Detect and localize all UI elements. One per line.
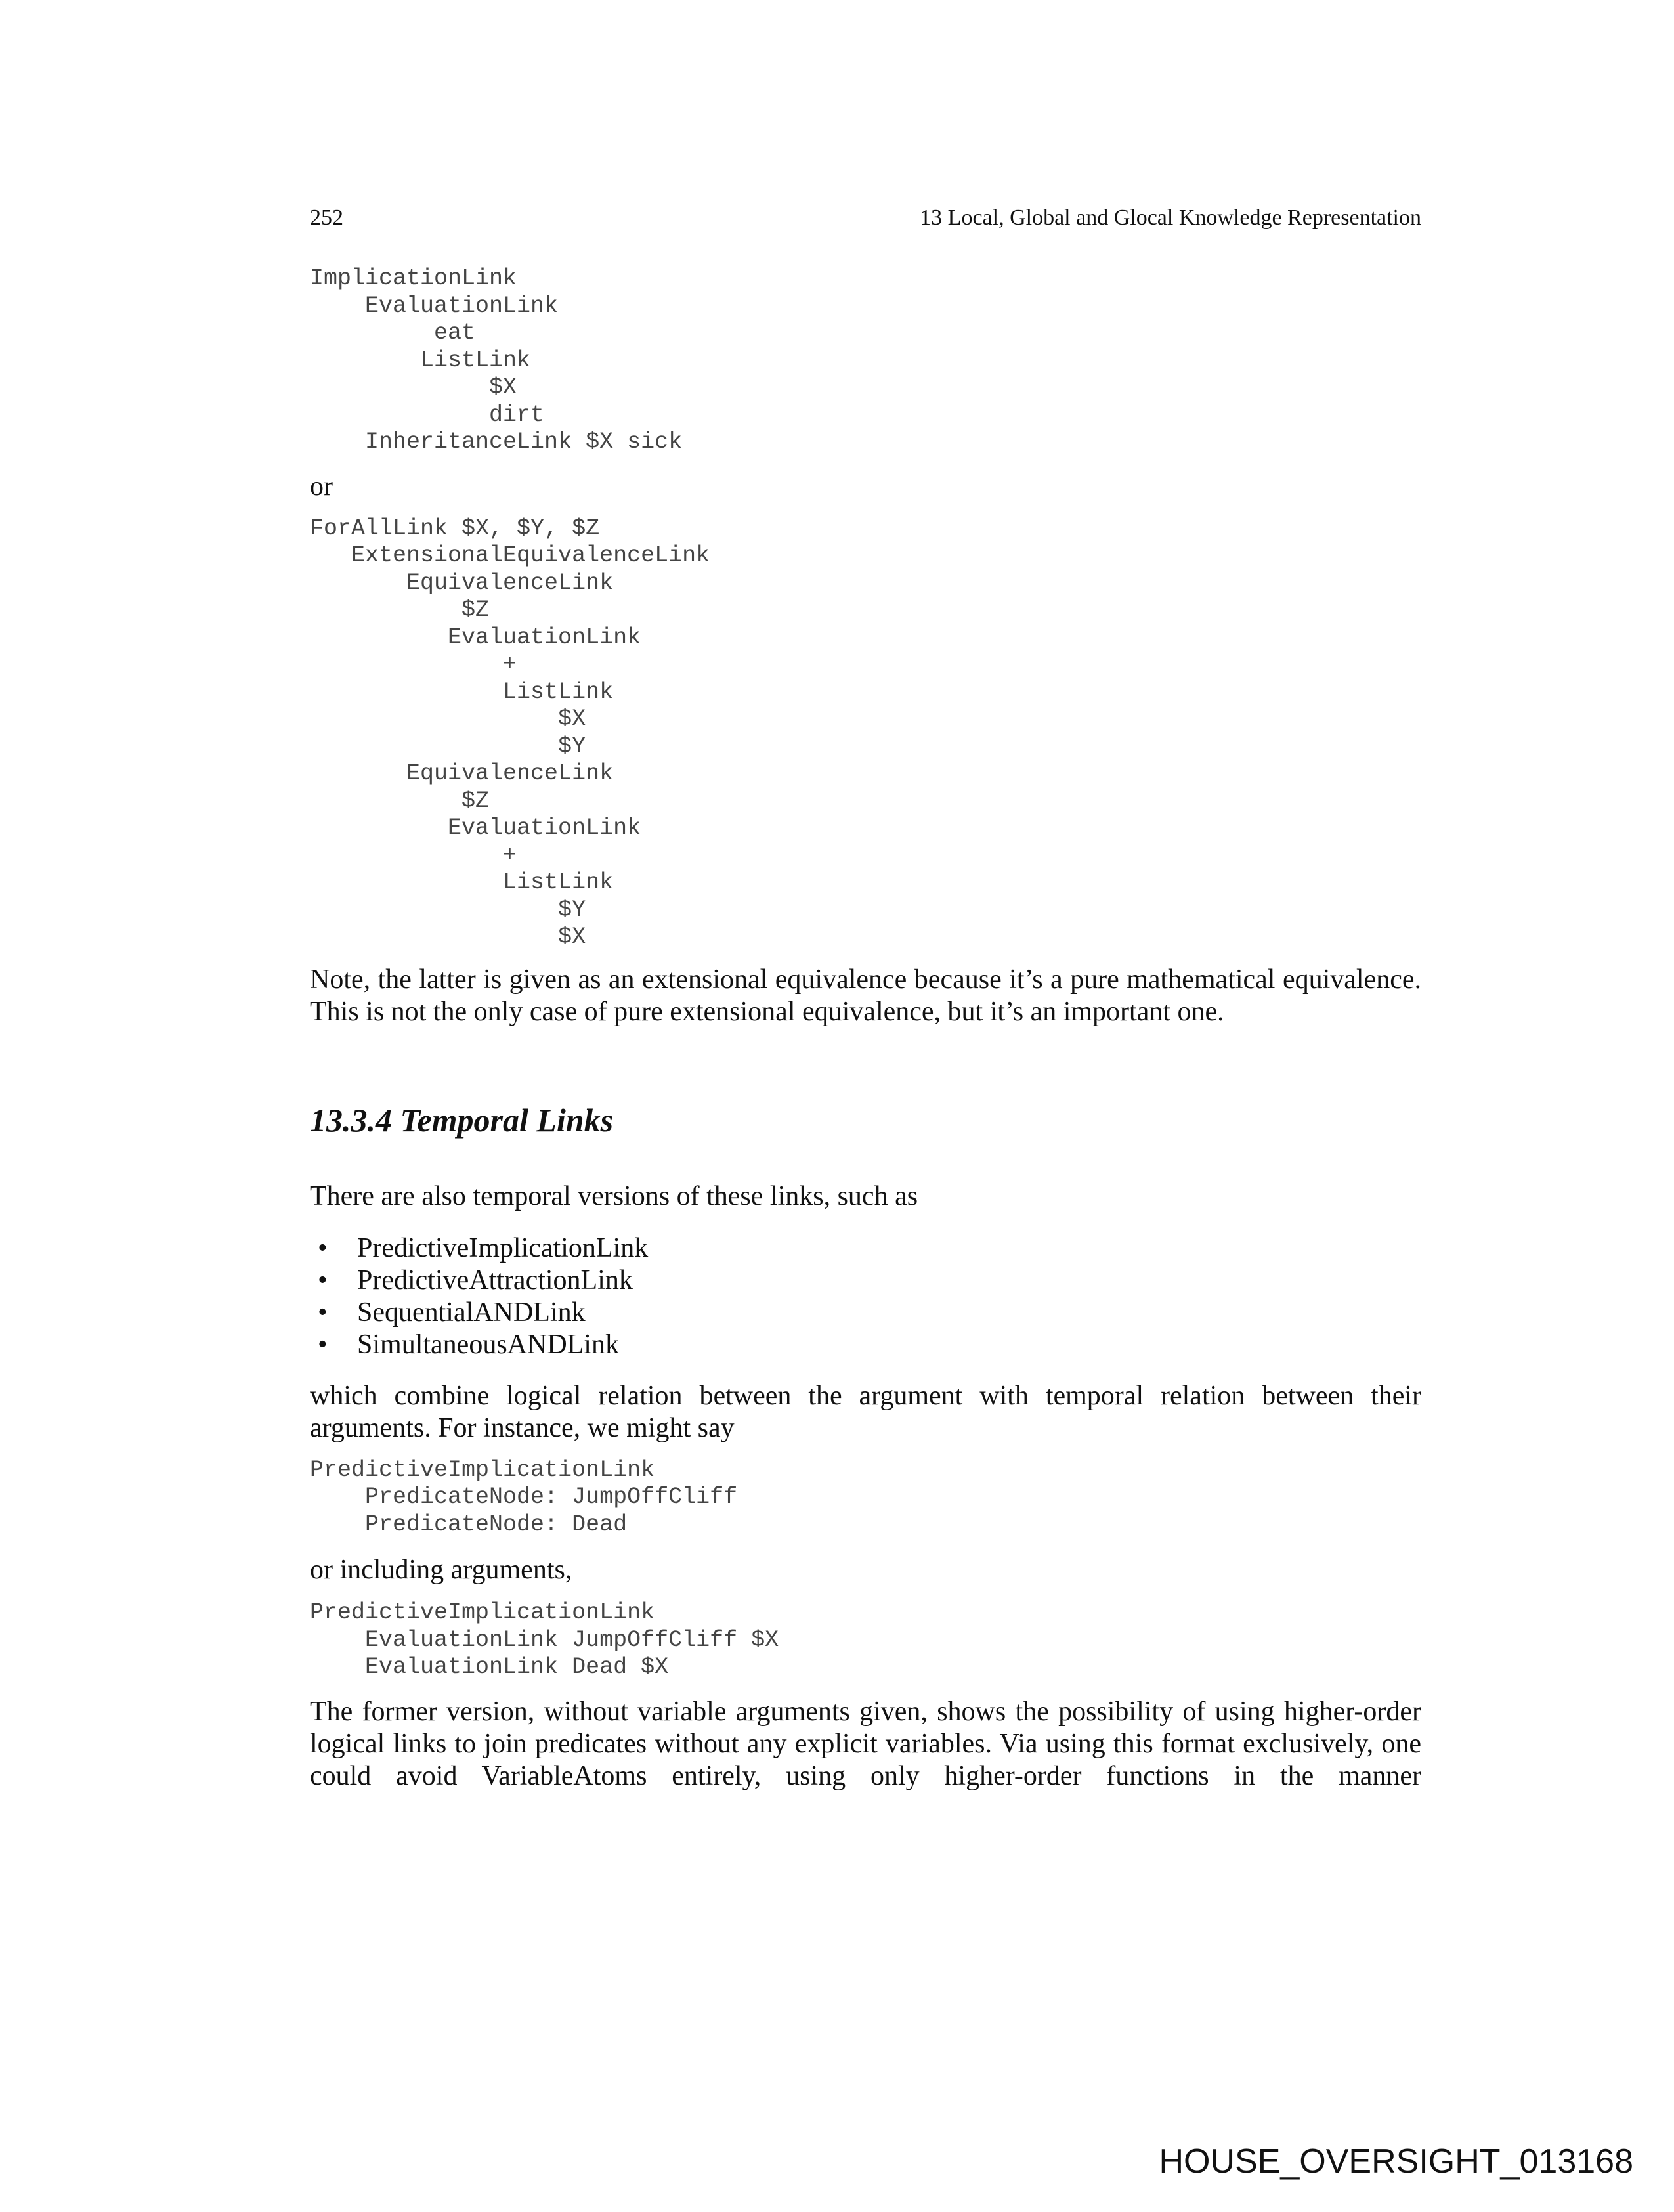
code-line: $X (310, 924, 586, 950)
code-line: + (310, 651, 517, 678)
code-line: $Z (310, 787, 490, 814)
list-item (310, 1297, 1421, 1329)
code-line: + (310, 842, 517, 869)
code-block-implication (310, 265, 1421, 456)
code-line: EquivalenceLink (310, 760, 614, 787)
list-item-label: PredictiveImplicationLink (357, 1232, 649, 1263)
or-including-text: or including arguments, (310, 1555, 572, 1585)
code-line: eat (310, 320, 476, 346)
code-line: EvaluationLink (310, 815, 641, 841)
page-number: 252 (310, 206, 343, 230)
final-paragraph: The former version, without variable arguments given, shows the possibility of using higher-order logical links to join predicates without any explicit variables. Via using this format exclusively, one could avoid VariableAtoms entirely, using only higher-order functions in the manner (310, 1696, 1421, 1791)
code-line: ListLink (310, 678, 614, 705)
code-line: PredicateNode: Dead (310, 1511, 628, 1538)
code-line: $Z (310, 597, 490, 623)
code-line: ListLink (310, 347, 531, 374)
list-item (310, 1329, 1421, 1361)
section-heading: 13.3.4 Temporal Links (310, 1101, 614, 1139)
note-paragraph: Note, the latter is given as an extensional equivalence because it’s a pure mathematical equivalence. This is not the only case of pure extensional equivalence, but it’s an important one. (310, 964, 1421, 1027)
code-line: $X (310, 706, 586, 732)
code-line: EvaluationLink (310, 624, 641, 651)
code-block-forall (310, 515, 1421, 951)
bullet-icon: • (318, 1265, 328, 1295)
or-text: or (310, 471, 333, 502)
code-line: EvaluationLink JumpOffCliff $X (310, 1626, 779, 1653)
code-block-predicate (310, 1457, 1421, 1539)
code-line: EvaluationLink Dead $X (310, 1654, 669, 1680)
list-item-label: SimultaneousANDLink (357, 1329, 619, 1360)
list-item-label: PredictiveAttractionLink (357, 1265, 633, 1295)
code-line: $Y (310, 896, 586, 923)
code-line: PredictiveImplicationLink (310, 1456, 655, 1483)
intro-paragraph: There are also temporal versions of these links, such as (310, 1181, 918, 1211)
code-line: PredictiveImplicationLink (310, 1599, 655, 1626)
bates-stamp: HOUSE_OVERSIGHT_013168 (1159, 2142, 1633, 2180)
code-line: $X (310, 374, 517, 401)
code-line: $Y (310, 733, 586, 760)
code-line: ForAllLink $X, $Y, $Z (310, 515, 600, 542)
code-line: ListLink (310, 869, 614, 896)
chapter-title: 13 Local, Global and Glocal Knowledge Representation (920, 206, 1421, 230)
bullet-icon: • (318, 1329, 328, 1360)
temporal-link-list (310, 1232, 1421, 1361)
code-line: EvaluationLink (310, 292, 559, 319)
bullet-icon: • (318, 1297, 328, 1328)
running-header (310, 205, 1421, 231)
page-content (310, 205, 1421, 1792)
list-item (310, 1232, 1421, 1265)
combine-paragraph: which combine logical relation between the argument with temporal relation between their arguments. For instance, we might say (310, 1380, 1421, 1443)
code-line: InheritanceLink $X sick (310, 429, 683, 455)
list-item (310, 1265, 1421, 1297)
code-line: ImplicationLink (310, 265, 517, 292)
code-line: ExtensionalEquivalenceLink (310, 542, 710, 569)
bullet-icon: • (318, 1232, 328, 1263)
code-block-arguments (310, 1599, 1421, 1681)
code-line: EquivalenceLink (310, 569, 614, 596)
code-line: dirt (310, 401, 545, 428)
code-line: PredicateNode: JumpOffCliff (310, 1484, 738, 1510)
list-item-label: SequentialANDLink (357, 1297, 586, 1328)
